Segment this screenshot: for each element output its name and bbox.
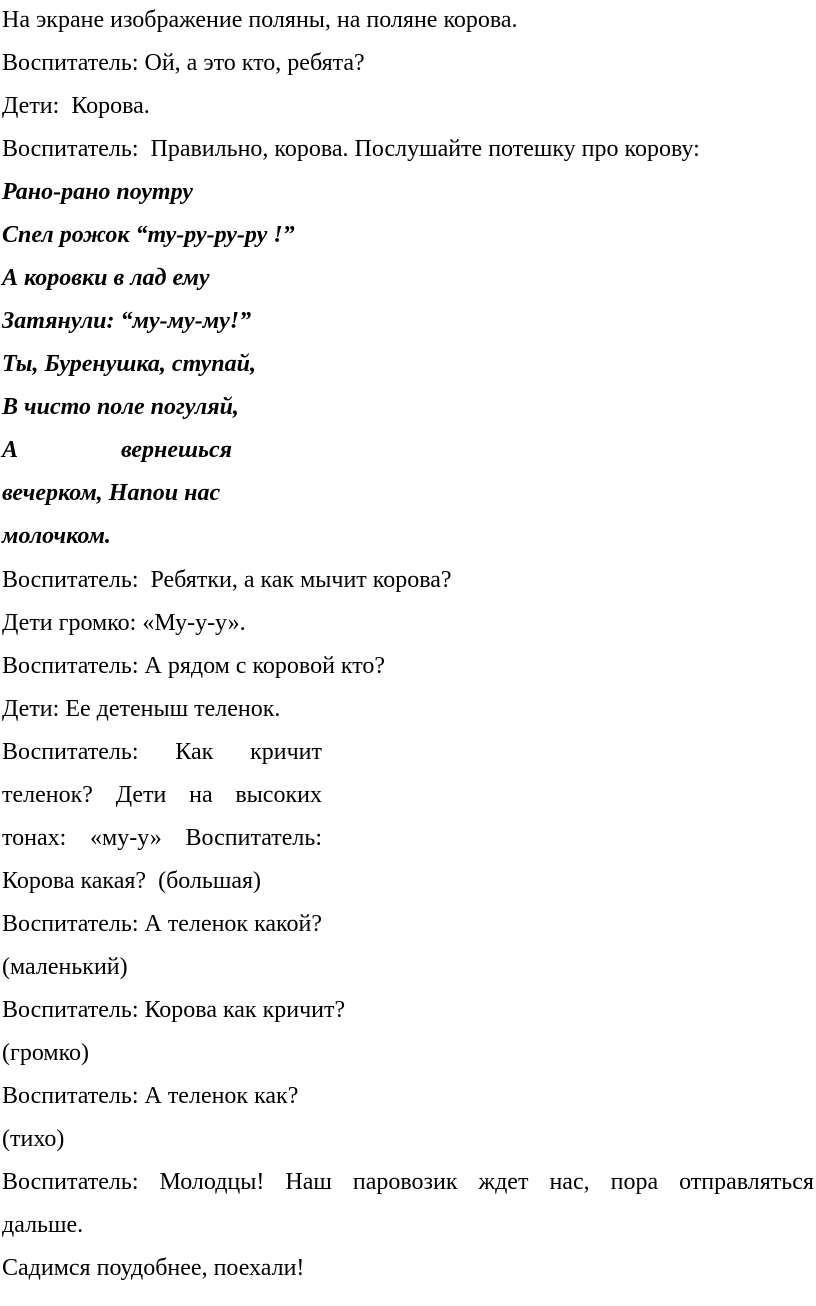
text-line: Воспитатель: А теленок какой?	[2, 911, 322, 937]
text-line: Дети громко: «Му-у-у».	[2, 610, 246, 636]
text-fragment: высоких	[235, 782, 322, 808]
text-fragment: Воспитатель: Правильно, корова. Послушайте потешку про корову:	[2, 136, 700, 162]
text-line: Дети: Ее детеныш теленок.	[2, 696, 281, 722]
text-line: Дети: Корова.	[2, 93, 150, 119]
text-fragment: на	[189, 782, 213, 808]
poem-line: Спел рожок “ту-ру-ру-ру !”	[2, 222, 295, 248]
text-line	[2, 129, 758, 169]
text-fragment: тонах:	[2, 825, 67, 851]
text-line	[2, 1162, 814, 1202]
text-line: Воспитатель: Ребятки, а как мычит корова?	[2, 567, 452, 593]
text-fragment: Воспитатель:	[2, 1169, 139, 1195]
text-line: На экране изображение поляны, на поляне корова.	[2, 7, 518, 33]
text-line: Воспитатель: Корова как кричит?	[2, 997, 346, 1023]
text-fragment: Воспитатель:	[185, 825, 322, 851]
poem-line: А коровки в лад ему	[2, 265, 210, 291]
text-line: (тихо)	[2, 1126, 65, 1152]
poem-line: Ты, Буренушка, ступай,	[2, 351, 256, 377]
poem-line: Затянули: “му-му-му!”	[2, 308, 252, 334]
text-fragment: Как	[175, 739, 214, 765]
text-fragment: Воспитатель:	[2, 739, 139, 765]
text-line: дальше.	[2, 1212, 84, 1238]
text-fragment: отправляться	[679, 1169, 814, 1195]
text-fragment: пора	[610, 1169, 659, 1195]
text-line: Воспитатель: А теленок как?	[2, 1083, 299, 1109]
text-fragment: Молодцы!	[159, 1169, 265, 1195]
poem-line	[2, 430, 232, 470]
text-fragment: теленок?	[2, 782, 93, 808]
text-line: Воспитатель: А рядом с коровой кто?	[2, 653, 386, 679]
text-fragment: паровозик	[352, 1169, 458, 1195]
text-fragment: кричит	[250, 739, 322, 765]
poem-line: вечерком, Напои нас	[2, 480, 221, 506]
text-fragment: Наш	[285, 1169, 332, 1195]
poem-line: В чисто поле погуляй,	[2, 394, 239, 420]
text-fragment: А	[2, 437, 19, 463]
text-fragment: нас,	[549, 1169, 590, 1195]
poem-line: молочком.	[2, 523, 111, 549]
text-line	[2, 818, 322, 858]
poem-line: Рано-рано поутру	[2, 179, 193, 205]
text-fragment: «му-у»	[90, 825, 162, 851]
text-fragment: ждет	[478, 1169, 529, 1195]
text-line: (громко)	[2, 1040, 89, 1066]
text-line: (маленький)	[2, 954, 128, 980]
text-line	[2, 732, 322, 772]
text-line: Садимся поудобнее, поехали!	[2, 1255, 305, 1281]
text-line	[2, 775, 322, 815]
text-line: Воспитатель: Ой, а это кто, ребята?	[2, 50, 365, 76]
text-line: Корова какая? (большая)	[2, 868, 262, 894]
text-fragment: вернешься	[120, 437, 232, 463]
text-fragment: Дети	[115, 782, 167, 808]
